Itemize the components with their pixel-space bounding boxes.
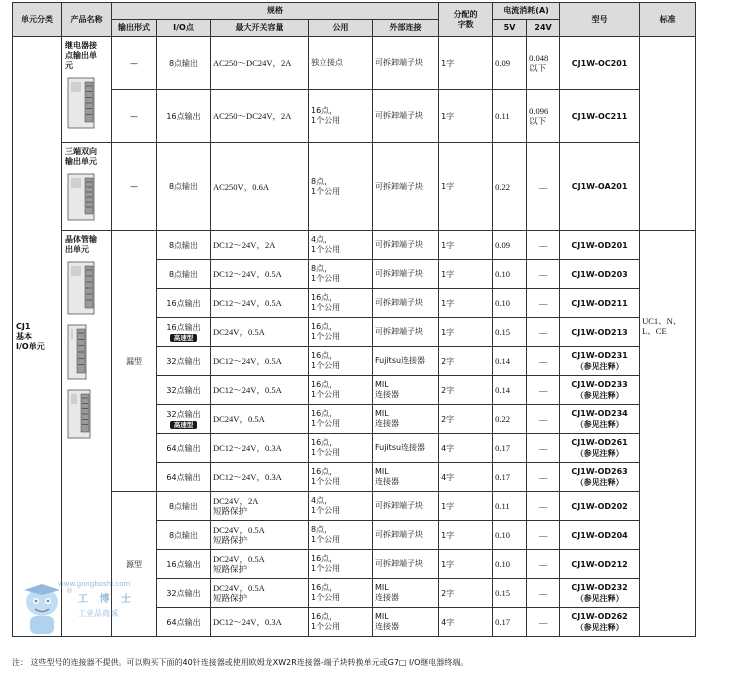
unit-category: CJ1 基本 I/O单元 [13,37,62,637]
io-points-label: 64点输出 [166,617,201,627]
max-switch-capacity: DC12～24V，0.5A [211,289,309,318]
current-24v: 0.096 以下 [527,90,560,143]
current-24v: — [527,492,560,521]
model-number: CJ1W-OD211 [560,289,640,318]
io-points-label: 16点输出 [166,323,201,332]
current-5v: 0.09 [493,231,527,260]
io-points-label: 64点输出 [166,443,201,453]
header-current: 电流消耗(A) [493,3,560,20]
module-image [65,260,108,318]
module-image [65,172,108,224]
current-24v: — [527,608,560,637]
max-switch-capacity: DC12～24V，0.3A [211,608,309,637]
common-config: 16点， 1个公用 [309,608,373,637]
max-switch-capacity: DC12～24V，0.5A [211,376,309,405]
product-transistor [62,231,112,637]
header-max-switch: 最大开关容量 [211,20,309,37]
model-number: CJ1W-OD263 （参见注释） [560,463,640,492]
external-connection: MIL 连接器 [373,608,439,637]
common-config: 4点， 1个公用 [309,492,373,521]
allocated-words: 1字 [439,143,493,231]
transistor-module-icon [65,260,99,316]
external-connection: MIL 连接器 [373,376,439,405]
header-standard: 标准 [640,3,696,37]
current-5v: 0.15 [493,318,527,347]
watermark-sub: 工业品商城 [78,609,118,618]
common-config: 8点， 1个公用 [309,260,373,289]
current-24v: — [527,434,560,463]
high-speed-badge: 高速型 [170,334,198,342]
io-points-label: 8点输出 [168,501,199,511]
product-triac [62,143,112,231]
allocated-words: 4字 [439,463,493,492]
current-24v: — [527,260,560,289]
io-points-label: 32点输出 [166,385,201,395]
output-type: — [112,37,157,90]
model-number: CJ1W-OD201 [560,231,640,260]
allocated-words: 2字 [439,376,493,405]
header-category: 单元分类 [13,3,62,37]
external-connection: 可拆卸端子块 [373,231,439,260]
io-points [157,579,211,608]
io-points-label: 8点输出 [168,58,199,68]
current-24v: — [527,318,560,347]
model-number: CJ1W-OD232 （参见注释） [560,579,640,608]
current-24v: — [527,550,560,579]
current-5v: 0.17 [493,463,527,492]
allocated-words: 1字 [439,260,493,289]
table-row [13,37,696,90]
header-24v: 24V [527,20,560,37]
external-connection: 可拆卸端子块 [373,37,439,90]
io-points [157,492,211,521]
output-type: — [112,90,157,143]
current-24v: — [527,231,560,260]
common-config: 16点， 1个公用 [309,579,373,608]
header-product: 产品名称 [62,3,112,37]
output-type: — [112,143,157,231]
allocated-words: 4字 [439,608,493,637]
current-5v: 0.09 [493,37,527,90]
max-switch-capacity: AC250～DC24V，2A [211,90,309,143]
allocated-words: 1字 [439,550,493,579]
current-5v: 0.17 [493,608,527,637]
external-connection: 可拆卸端子块 [373,90,439,143]
current-24v: — [527,347,560,376]
io-points [157,405,211,434]
current-5v: 0.10 [493,289,527,318]
io-points [157,550,211,579]
io-points-label: 32点输出 [166,588,201,598]
common-config: 16点， 1个公用 [309,90,373,143]
common-config: 16点， 1个公用 [309,550,373,579]
io-points-label: 8点输出 [168,182,199,191]
current-24v: — [527,405,560,434]
footnote: 注： 这些型号的连接器不提供。可以购买下面的40针连接器或使用欧姆龙XW2R连接器-端子块转换单元或G7□ I/O继电器终端。 [12,658,469,667]
mascot-icon [18,582,70,642]
allocated-words: 1字 [439,318,493,347]
allocated-words: 1字 [439,521,493,550]
io-points [157,434,211,463]
common-config: 16点， 1个公用 [309,463,373,492]
max-switch-capacity: DC24V，0.5A [211,318,309,347]
standard-blank [640,37,696,231]
output-type-source: 源型 [112,492,157,637]
io-points [157,143,211,231]
header-words: 分配的 字数 [439,3,493,37]
io-points-label: 8点输出 [168,530,199,540]
current-5v: 0.17 [493,434,527,463]
io-points [157,463,211,492]
allocated-words: 4字 [439,434,493,463]
header-5v: 5V [493,20,527,37]
io-points [157,37,211,90]
io-points [157,318,211,347]
relay-module-icon [65,76,99,130]
model-number: CJ1W-OA201 [560,143,640,231]
module-image [65,76,108,132]
common-config: 16点， 1个公用 [309,347,373,376]
common-config: 16点， 1个公用 [309,289,373,318]
external-connection: Fujitsu连接器 [373,434,439,463]
current-5v: 0.14 [493,376,527,405]
current-24v: — [527,521,560,550]
current-5v: 0.10 [493,260,527,289]
model-number: CJ1W-OD262 （参见注释） [560,608,640,637]
io-points [157,231,211,260]
common-config: 16点， 1个公用 [309,434,373,463]
io-points-label: 8点输出 [168,240,199,250]
external-connection: 可拆卸端子块 [373,521,439,550]
io-points [157,260,211,289]
max-switch-capacity: DC24V，0.5A 短路保护 [211,579,309,608]
max-switch-capacity: DC12～24V，2A [211,231,309,260]
table-row [13,492,696,521]
max-switch-capacity: DC12～24V，0.5A [211,347,309,376]
header-common: 公用 [309,20,373,37]
header-spec: 规格 [112,3,439,20]
external-connection: 可拆卸端子块 [373,550,439,579]
max-switch-capacity: DC24V，2A 短路保护 [211,492,309,521]
triac-module-icon [65,172,99,222]
common-config: 16点， 1个公用 [309,405,373,434]
table-row [13,143,696,231]
transistor-module-icon [65,388,95,440]
current-5v: 0.11 [493,492,527,521]
product-name: 晶体管输 出单元 [65,235,97,254]
max-switch-capacity: DC12～24V，0.5A [211,260,309,289]
transistor-module-icon [65,323,91,381]
watermark-url: www.gongboshi.com [58,580,131,588]
current-5v: 0.10 [493,521,527,550]
external-connection: 可拆卸端子块 [373,143,439,231]
io-points-label: 8点输出 [168,269,199,279]
model-number: CJ1W-OD204 [560,521,640,550]
io-points [157,347,211,376]
header-external: 外部连接 [373,20,439,37]
spec-table-container [12,2,695,637]
allocated-words: 2字 [439,579,493,608]
module-image [65,388,108,442]
max-switch-capacity: DC12～24V，0.3A [211,463,309,492]
external-connection: MIL 连接器 [373,405,439,434]
external-connection: MIL 连接器 [373,463,439,492]
table-row [13,90,696,143]
common-config: 4点， 1个公用 [309,231,373,260]
spec-table-body [13,37,696,637]
model-number: CJ1W-OD212 [560,550,640,579]
product-name: 继电器接 点输出单 元 [65,41,97,70]
model-number: CJ1W-OD202 [560,492,640,521]
common-config: 16点， 1个公用 [309,376,373,405]
io-points [157,376,211,405]
current-24v: 0.048 以下 [527,37,560,90]
io-points [157,90,211,143]
model-number: CJ1W-OD231 （参见注释） [560,347,640,376]
model-number: CJ1W-OD213 [560,318,640,347]
common-config: 独立接点 [309,37,373,90]
external-connection: 可拆卸端子块 [373,318,439,347]
model-number: CJ1W-OD233 （参见注释） [560,376,640,405]
header-output-type: 输出形式 [112,20,157,37]
external-connection: MIL 连接器 [373,579,439,608]
current-24v: — [527,579,560,608]
current-5v: 0.10 [493,550,527,579]
current-24v: — [527,463,560,492]
io-points-label: 16点输出 [166,559,201,569]
output-type-sink: 漏型 [112,231,157,492]
spec-table [12,2,696,637]
allocated-words: 1字 [439,492,493,521]
model-number: CJ1W-OD234 （参见注释） [560,405,640,434]
max-switch-capacity: DC24V，0.5A 短路保护 [211,550,309,579]
current-24v: — [527,143,560,231]
io-points-label: 16点输出 [166,298,201,308]
model-number: CJ1W-OC201 [560,37,640,90]
product-name: 三端双向 输出单元 [65,147,97,166]
current-5v: 0.11 [493,90,527,143]
max-switch-capacity: AC250V，0.6A [211,143,309,231]
current-5v: 0.14 [493,347,527,376]
watermark-brand: 工 博 士 [78,594,135,605]
allocated-words: 1字 [439,37,493,90]
external-connection: 可拆卸端子块 [373,492,439,521]
current-5v: 0.22 [493,143,527,231]
allocated-words: 1字 [439,90,493,143]
io-points [157,289,211,318]
current-24v: — [527,289,560,318]
watermark-registered: ® [66,587,73,595]
max-switch-capacity: DC24V，0.5A 短路保护 [211,521,309,550]
current-5v: 0.22 [493,405,527,434]
allocated-words: 1字 [439,289,493,318]
io-points [157,608,211,637]
external-connection: 可拆卸端子块 [373,289,439,318]
max-switch-capacity: DC12～24V，0.3A [211,434,309,463]
current-5v: 0.15 [493,579,527,608]
model-number: CJ1W-OD261 （参见注释） [560,434,640,463]
io-points-label: 64点输出 [166,472,201,482]
external-connection: Fujitsu连接器 [373,347,439,376]
external-connection: 可拆卸端子块 [373,260,439,289]
allocated-words: 2字 [439,347,493,376]
io-points-label: 16点输出 [166,111,201,121]
max-switch-capacity: DC24V，0.5A [211,405,309,434]
io-points-label: 32点输出 [166,410,201,419]
model-number: CJ1W-OC211 [560,90,640,143]
common-config: 8点， 1个公用 [309,143,373,231]
current-24v: — [527,376,560,405]
standards: UC1、N、 L、CE [640,231,696,637]
header-io: I/O点 [157,20,211,37]
header-model: 型号 [560,3,640,37]
max-switch-capacity: AC250～DC24V，2A [211,37,309,90]
model-number: CJ1W-OD203 [560,260,640,289]
high-speed-badge: 高速型 [170,421,198,429]
allocated-words: 1字 [439,231,493,260]
table-row [13,231,696,260]
watermark [18,582,148,642]
product-relay [62,37,112,143]
io-points [157,521,211,550]
header-row-1 [13,3,696,20]
module-image [65,323,108,383]
common-config: 8点， 1个公用 [309,521,373,550]
common-config: 16点， 1个公用 [309,318,373,347]
io-points-label: 32点输出 [166,356,201,366]
allocated-words: 2字 [439,405,493,434]
